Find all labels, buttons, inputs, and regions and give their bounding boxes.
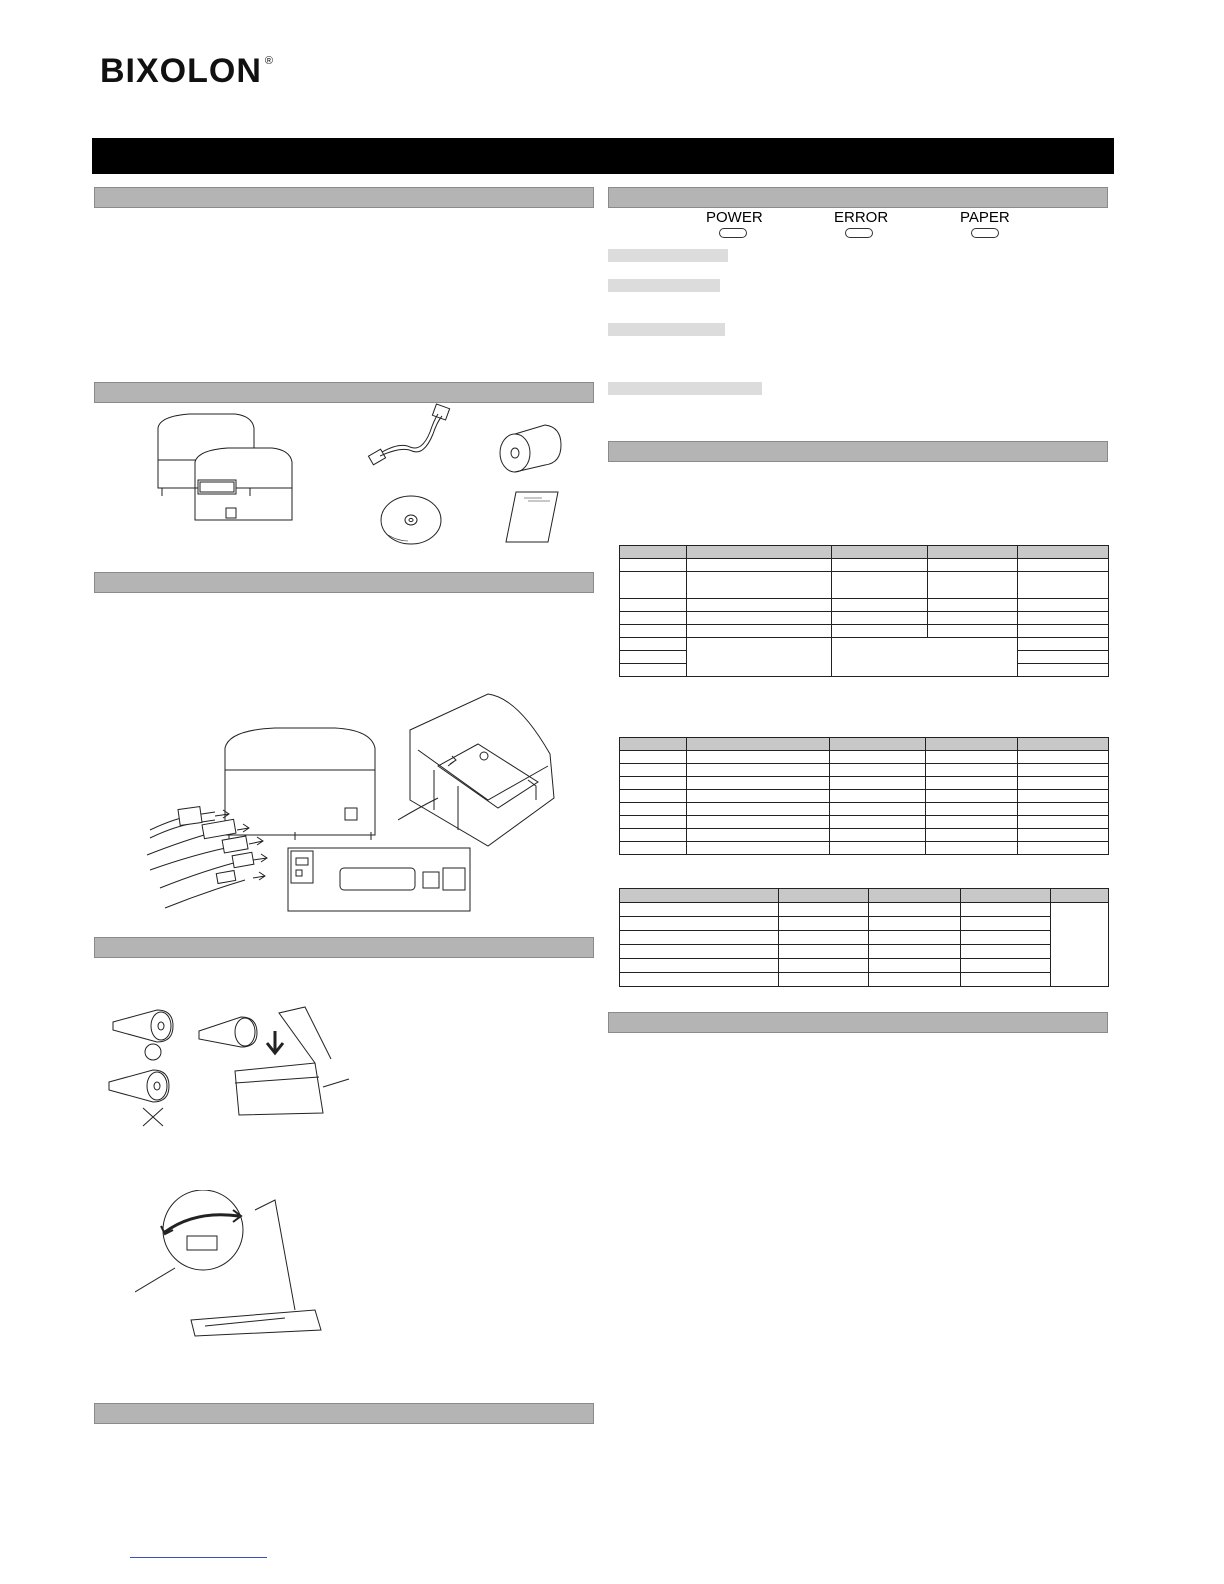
paper-led-label: PAPER <box>960 209 1010 226</box>
error-led-icon <box>845 228 873 238</box>
paper-orientation-illustration <box>105 1000 185 1130</box>
label-pill-2 <box>608 279 720 292</box>
section-bar-control-panel <box>608 187 1108 208</box>
section-bar-5 <box>94 1403 594 1424</box>
section-bar-4 <box>94 937 594 958</box>
section-bar-2 <box>94 382 594 403</box>
power-cord-icon <box>360 402 460 472</box>
sensor-adjust-illustration <box>135 1190 335 1340</box>
cd-icon <box>378 493 444 547</box>
brand-logo <box>100 52 274 91</box>
label-pill-1 <box>608 249 728 262</box>
paper-loading-illustration <box>195 1003 355 1118</box>
power-led-label: POWER <box>706 209 763 226</box>
section-bar-dip-switch <box>608 441 1108 462</box>
brand-name: BIXOLON <box>100 52 262 90</box>
dip-switch-table-2 <box>619 737 1109 855</box>
label-pill-3 <box>608 323 725 336</box>
printer-illustration <box>150 410 300 525</box>
section-bar-1 <box>94 187 594 208</box>
paper-led-icon <box>971 228 999 238</box>
dip-switch-table-3 <box>619 888 1109 987</box>
power-led-icon <box>719 228 747 238</box>
dip-switch-table-1 <box>619 545 1109 677</box>
title-bar <box>92 138 1114 174</box>
section-bar-6 <box>608 1012 1108 1033</box>
link-underline <box>130 1557 267 1558</box>
section-bar-3 <box>94 572 594 593</box>
error-led-label: ERROR <box>834 209 889 226</box>
printer-bottom-illustration <box>398 690 566 855</box>
trademark-mark: ® <box>264 55 275 67</box>
paper-roll-icon <box>495 415 565 477</box>
label-pill-4 <box>608 382 762 395</box>
manual-icon <box>502 488 562 546</box>
